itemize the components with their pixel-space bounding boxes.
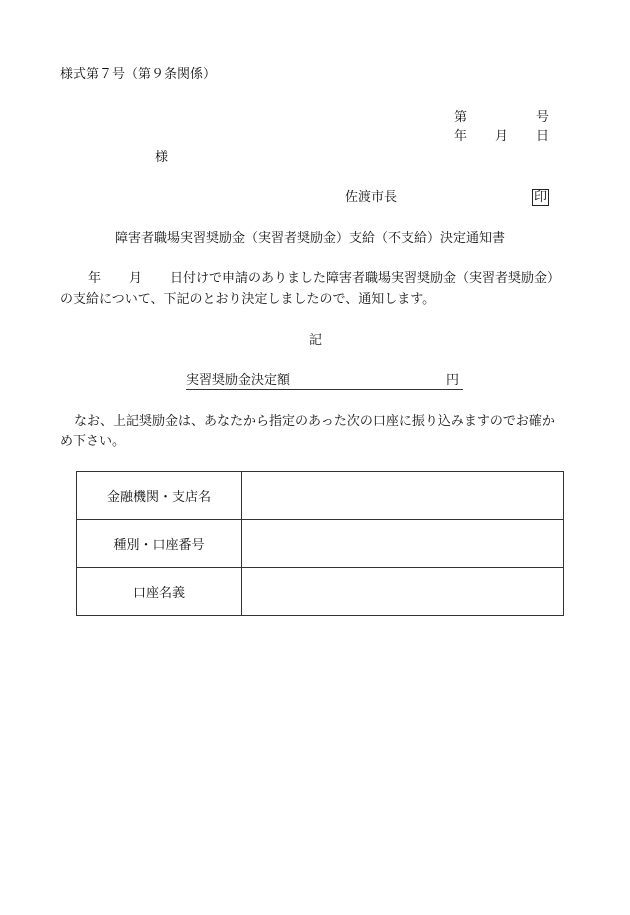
date-month: 月: [495, 129, 509, 144]
note-line1: なお、上記奨励金は、あなたから指定のあった次の口座に振り込みますのでお確か: [74, 414, 555, 429]
bank-account-table: [76, 471, 564, 616]
document-title: 障害者職場実習奨励金（実習者奨励金）支給（不支給）決定通知書: [115, 231, 506, 246]
note-line2: め下さい。: [60, 434, 126, 449]
account-holder-field[interactable]: [242, 568, 564, 616]
table-row: [77, 472, 564, 520]
account-type-number-label: 種別・口座番号: [77, 520, 242, 568]
body-line1: 日付けで申請のありました障害者職場実習奨励金（実習者奨励金）: [170, 271, 561, 286]
table-row: [77, 520, 564, 568]
issuer-title: 佐渡市長: [345, 190, 398, 205]
amount-underline: [186, 389, 463, 390]
body-month: 月: [129, 271, 143, 286]
table-row: [77, 568, 564, 616]
amount-unit: 円: [446, 373, 460, 388]
reference-dai: 第: [454, 110, 468, 125]
body-line2: の支給について、下記のとおり決定しましたので、通知します。: [60, 292, 436, 307]
reference-go: 号: [536, 110, 550, 125]
body-year: 年: [88, 271, 102, 286]
bank-branch-field[interactable]: [242, 472, 564, 520]
addressee-suffix: 様: [155, 150, 169, 165]
account-type-number-field[interactable]: [242, 520, 564, 568]
seal-mark: [532, 189, 549, 206]
account-holder-label: 口座名義: [77, 568, 242, 616]
seal-stamp-text: 印: [534, 190, 548, 205]
date-year: 年: [454, 129, 468, 144]
ki-label: 記: [309, 333, 323, 348]
bank-branch-label: 金融機関・支店名: [77, 472, 242, 520]
date-day: 日: [536, 129, 550, 144]
amount-label: 実習奨励金決定額: [186, 373, 291, 388]
form-number: 様式第７号（第９条関係）: [60, 67, 217, 82]
